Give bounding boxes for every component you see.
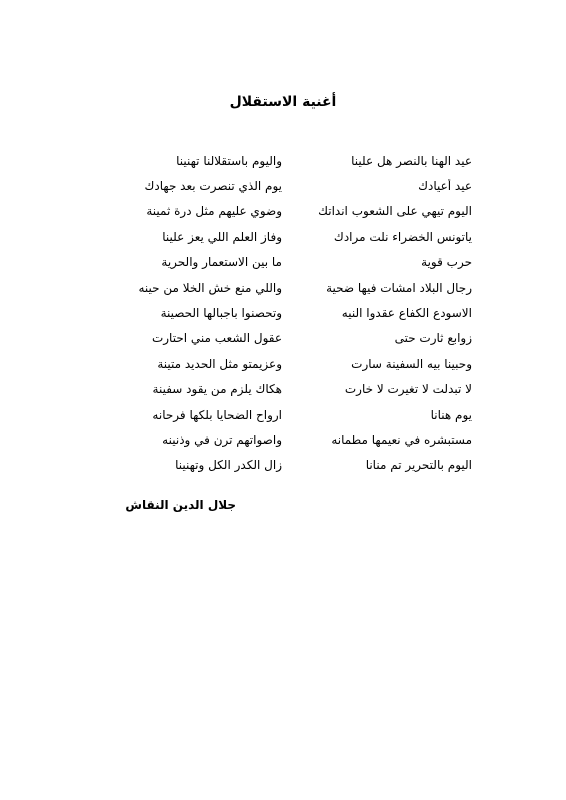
poem-body [100,148,472,478]
poem-verse [100,427,472,452]
poem-verse [100,173,472,198]
poem-title: أغنية الاستقلال [229,94,337,110]
verse-first-hemistich: اليوم بالتحرير تم منانا [365,458,472,473]
verse-second-hemistich: واصواتهم ترن في وذنينه [162,432,282,447]
verse-first-hemistich: حرب قوية [421,255,472,270]
verse-first-hemistich: وحبينا بيه السفينة سارت [351,356,472,371]
poem-verse [100,250,472,275]
verse-second-hemistich: ارواح الضحايا بلكها فرحانه [152,407,282,422]
verse-second-hemistich: هكاك يلزم من يقود سفينة [152,382,282,397]
poem-verse [100,326,472,351]
verse-first-hemistich: زوابع ثارت حتى [394,331,472,346]
poem-verse [100,402,472,427]
verse-first-hemistich: لا تبدلت لا تغيرت لا خارت [344,382,472,397]
verse-second-hemistich: وعزيمتو مثل الحديد متينة [157,356,282,371]
verse-first-hemistich: الاسودع الكفاع عقدوا النيه [341,306,472,321]
verse-first-hemistich: رجال البلاد امشات فيها ضحية [326,280,472,295]
verse-first-hemistich: مستبشره في نعيمها مطمانه [331,432,472,447]
verse-second-hemistich: ما بين الاستعمار والحرية [161,255,282,270]
verse-first-hemistich: يوم هنانا [430,407,472,422]
poem-verse [100,453,472,478]
verse-second-hemistich: وضوي عليهم مثل درة ثمينة [146,204,282,219]
verse-first-hemistich: ياتونس الخضراء نلت مرادك [333,229,472,244]
verse-second-hemistich: واليوم باستقلالنا تهنينا [176,153,282,168]
verse-second-hemistich: وفاز العلم اللي يعز علينا [162,229,282,244]
poem-verse [100,377,472,402]
poem-author: جلال الدين النقاش [125,498,236,512]
poem-verse [100,300,472,325]
verse-second-hemistich: واللي منع خش الخلا من حينه [138,280,282,295]
poem-verse [100,199,472,224]
verse-first-hemistich: عيد أعيادك [418,179,472,194]
verse-second-hemistich: زال الكدر الكل وتهنينا [175,458,282,473]
poem-verse [100,351,472,376]
poem-verse [100,148,472,173]
poem-verse [100,275,472,300]
poem-verse [100,224,472,249]
verse-second-hemistich: وتحصنوا باجبالها الحصينة [160,306,282,321]
verse-first-hemistich: عيد الهنا بالنصر هل علينا [351,153,472,168]
verse-second-hemistich: عقول الشعب مني احتارت [151,331,282,346]
verse-second-hemistich: يوم الذي تنصرت بعد جهادك [144,179,282,194]
verse-first-hemistich: اليوم تيهي على الشعوب انداتك [318,204,472,219]
